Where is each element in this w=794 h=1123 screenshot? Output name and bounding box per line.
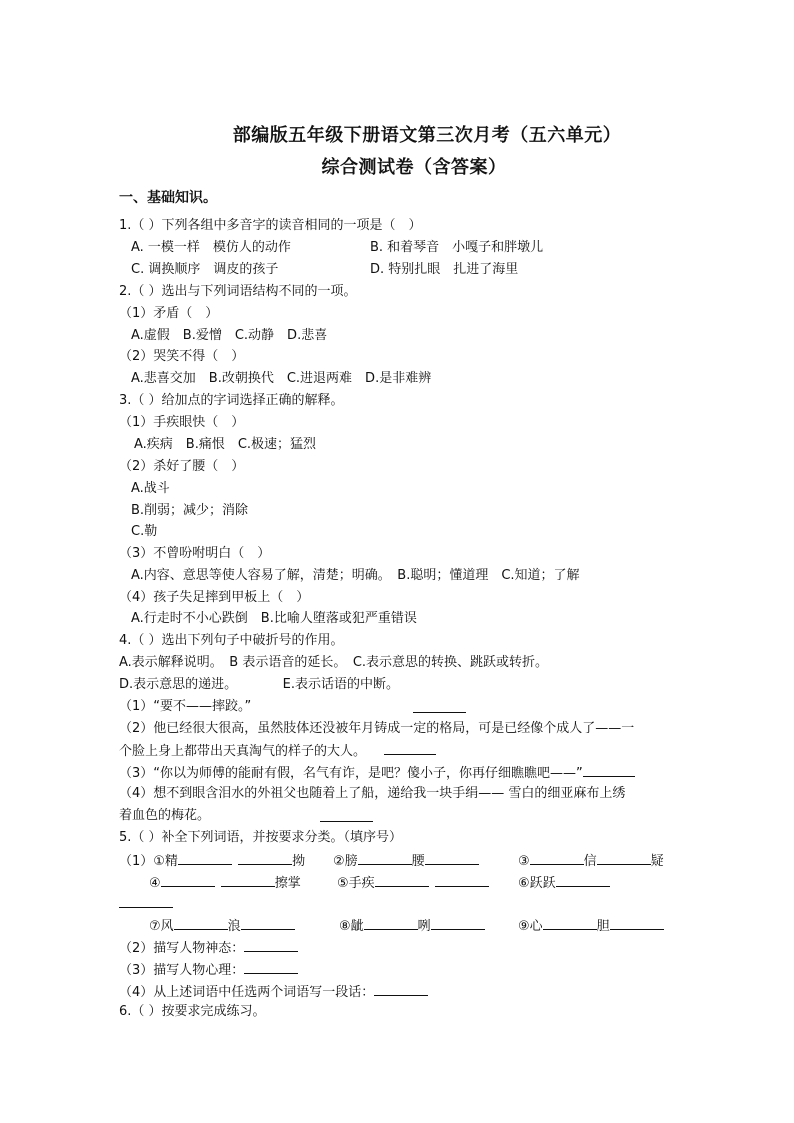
q5-item3-suffix: 疑 — [650, 854, 664, 869]
q1-option-b: B. 和着琴音 小嘎子和胖墩儿 — [370, 240, 544, 255]
q5-item4-prefix: ④ — [149, 876, 161, 891]
q4-stem: 4.（ ）选出下列句子中破折号的作用。 — [119, 633, 344, 648]
q5-item4-blank2[interactable] — [221, 873, 275, 887]
q4-sub2-answer-blank[interactable] — [384, 741, 436, 755]
q4-sub4-line2: 着血色的梅花。 — [119, 808, 211, 823]
q4-sub1-text: （1）“要不——摔跤。” — [119, 699, 252, 714]
q3-sub3: （3）不曾吩咐明白（ ） — [119, 546, 271, 561]
q5-item3-blank1[interactable] — [530, 851, 584, 865]
q6-stem: 6.（ ）按要求完成练习。 — [119, 1004, 266, 1019]
q4-options-line2: D.表示意思的递进。 E.表示话语的中断。 — [119, 677, 399, 692]
q5-row1 — [119, 851, 305, 871]
q5-item5-blank1[interactable] — [375, 873, 429, 887]
q5-sub3-text: （3）描写人物心理： — [119, 963, 245, 978]
q5-item4 — [149, 873, 301, 893]
q5-item6-prefix: ⑥跃跃 — [518, 876, 556, 891]
q3-sub3-options: A.内容、意思等使人容易了解，清楚；明确。 B.聪明；懂道理 C.知道；了解 — [131, 568, 580, 583]
q5-sub3-answer-blank[interactable] — [244, 960, 298, 974]
q1-option-a: A. 一模一样 模仿人的动作 — [131, 240, 291, 255]
q5-item1-suffix: 拗 — [292, 854, 306, 869]
q5-item3-prefix: ③ — [518, 854, 530, 869]
q5-item8-blank1[interactable] — [364, 916, 418, 930]
q3-sub4-options: A.行走时不小心跌倒 B.比喻人堕落或犯严重错误 — [131, 611, 417, 626]
q2-stem: 2.（ ）选出与下列词语结构不同的一项。 — [119, 284, 357, 299]
q5-sub2 — [119, 938, 298, 958]
q5-item5 — [337, 873, 489, 893]
q5-sub2-answer-blank[interactable] — [244, 938, 298, 952]
q5-item3-blank2[interactable] — [597, 851, 651, 865]
q5-item9-blank1[interactable] — [543, 916, 597, 930]
q5-item7-blank2[interactable] — [241, 916, 295, 930]
q5-item7 — [149, 916, 295, 936]
q3-stem: 3.（ ）给加点的字词选择正确的解释。 — [119, 393, 344, 408]
q4-sub2-line2-text: 个脸上身上都带出天真淘气的样子的大人。 — [119, 744, 367, 759]
q4-sub1-answer-blank[interactable] — [413, 699, 466, 713]
doc-title-line2: 综合测试卷（含答案） — [321, 157, 507, 178]
q5-item4-suffix: 擦掌 — [274, 876, 301, 891]
q5-sub4 — [119, 982, 428, 1002]
q4-sub1 — [119, 698, 251, 716]
doc-title-line1: 部编版五年级下册语文第三次月考（五六单元） — [232, 125, 622, 146]
q1-option-c: C. 调换顺序 调皮的孩子 — [131, 262, 279, 277]
q5-item2-prefix: ②膀 — [333, 854, 358, 869]
q5-item9 — [518, 916, 664, 936]
q3-sub1-options: A.疾病 B.痛恨 C.极速；猛烈 — [134, 437, 317, 452]
q5-item9-prefix: ⑨心 — [518, 919, 543, 934]
q5-item9-blank2[interactable] — [610, 916, 664, 930]
q5-item5-blank2[interactable] — [435, 873, 489, 887]
q5-item5-prefix: ⑤手疾 — [337, 876, 375, 891]
q5-sub4-answer-blank[interactable] — [374, 982, 428, 996]
q4-sub3 — [119, 763, 635, 783]
q4-sub4-answer-blank[interactable] — [320, 808, 373, 822]
q5-item2-blank2[interactable] — [425, 851, 479, 865]
q5-item7-prefix: ⑦风 — [149, 919, 174, 934]
q5-item1-blank1[interactable] — [178, 851, 232, 865]
q2-sub2: （2）哭笑不得（ ） — [119, 349, 245, 364]
q5-sub2-text: （2）描写人物神态： — [119, 941, 245, 956]
q2-sub1-options: A.虚假 B.爱憎 C.动静 D.悲喜 — [131, 328, 328, 343]
q4-sub3-answer-blank[interactable] — [583, 763, 635, 777]
q5-item3-mid: 信 — [583, 854, 597, 869]
q2-sub1: （1）矛盾（ ） — [119, 306, 219, 321]
q3-sub4: （4）孩子失足摔到甲板上（ ） — [119, 590, 310, 605]
q3-sub1: （1）手疾眼快（ ） — [119, 415, 245, 430]
q4-options-line1: A.表示解释说明。 B 表示语音的延长。 C.表示意思的转换、跳跃或转折。 — [119, 655, 549, 670]
q1-option-d: D. 特别扎眼 扎进了海里 — [370, 262, 519, 277]
q3-sub2-option-c: C.勒 — [131, 524, 158, 539]
q5-item8 — [339, 916, 485, 936]
q5-sub4-text: （4）从上述词语中任选两个词语写一段话： — [119, 985, 375, 1000]
q5-item9-mid: 胆 — [596, 919, 610, 934]
q5-item6-blank2[interactable] — [119, 894, 173, 908]
q4-sub4-line1: （4）想不到眼含泪水的外祖父也随着上了船，递给我一块手绢—— 雪白的细亚麻布上绣 — [119, 786, 626, 801]
q5-item3 — [518, 851, 664, 871]
q5-item8-mid: 咧 — [417, 919, 431, 934]
q5-item6 — [518, 873, 610, 893]
q3-sub2: （2）杀好了腰（ ） — [119, 459, 245, 474]
q5-item2-blank1[interactable] — [358, 851, 412, 865]
q4-sub2-line2 — [119, 741, 436, 761]
q4-sub3-text: （3）“你以为师傅的能耐有假，名气有诈，是吧？傻小子，你再仔细瞧瞧吧——” — [119, 766, 583, 781]
q5-item2-mid: 腰 — [411, 854, 425, 869]
q2-sub2-options: A.悲喜交加 B.改朝换代 C.进退两难 D.是非难辨 — [131, 371, 432, 386]
q5-sub3 — [119, 960, 298, 980]
q5-item8-prefix: ⑧龇 — [339, 919, 364, 934]
q5-item7-mid: 浪 — [227, 919, 241, 934]
q5-item7-blank1[interactable] — [174, 916, 228, 930]
q4-sub2-line1: （2）他已经很大很高，虽然肢体还没被年月铸成一定的格局，可是已经像个成人了——一 — [119, 721, 635, 736]
q3-sub2-option-b: B.削弱；减少；消除 — [131, 503, 249, 518]
q5-item6-blank1[interactable] — [556, 873, 610, 887]
q3-sub2-option-a: A.战斗 — [131, 481, 170, 496]
q5-stem: 5.（ ）补全下列词语，并按要求分类。（填序号） — [119, 830, 403, 845]
q5-item4-blank1[interactable] — [161, 873, 215, 887]
q1-stem: 1.（ ）下列各组中多音字的读音相同的一项是（ ） — [119, 218, 422, 233]
q5-item2 — [333, 851, 479, 871]
section-heading-basics: 一、基础知识。 — [119, 190, 217, 206]
q5-item1-blank2[interactable] — [238, 851, 292, 865]
q5-item1-prefix: （1）①精 — [119, 854, 178, 869]
q5-item8-blank2[interactable] — [431, 916, 485, 930]
